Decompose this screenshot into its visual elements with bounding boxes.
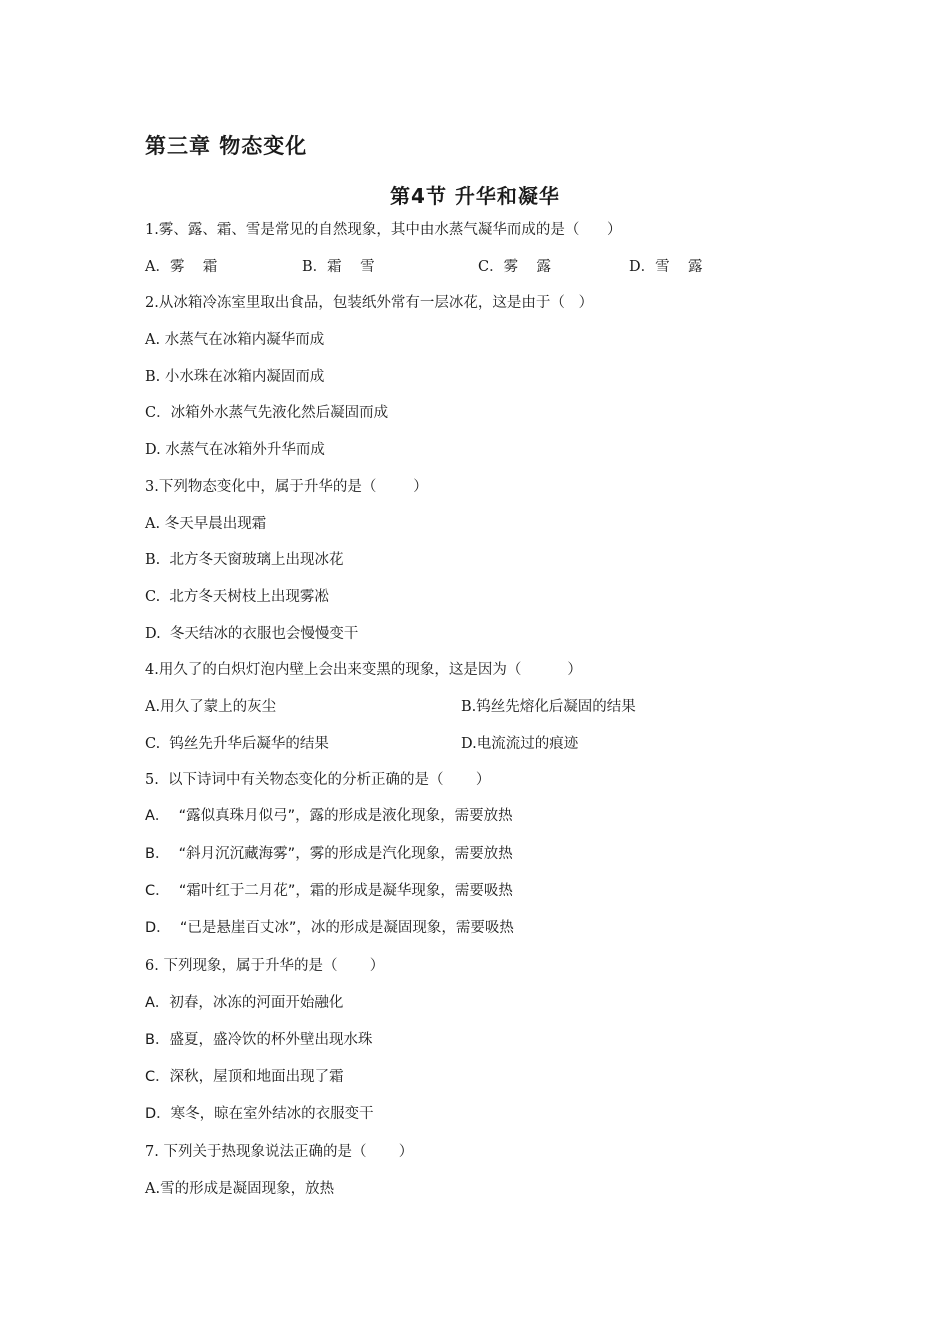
question-1-option-a: A．雾 霜 (145, 259, 218, 275)
question-6-option-d: D．寒冬，晾在室外结冰的衣服变干 (145, 1106, 374, 1122)
question-3-option-c: C. 北方冬天树枝上出现雾凇 (145, 589, 329, 605)
question-6-option-c: C．深秋，屋顶和地面出现了霜 (145, 1069, 344, 1085)
question-4-option-b: B.钨丝先熔化后凝固的结果 (461, 699, 636, 715)
chapter-title: 第三章 物态变化 (145, 134, 308, 158)
question-1-option-c: C．雾 露 (478, 259, 552, 275)
question-6-stem: 6. 下列现象，属于升华的是（ ） (145, 958, 385, 974)
question-3-option-b: B. 北方冬天窗玻璃上出现冰花 (145, 552, 344, 568)
question-5-stem: 5. 以下诗词中有关物态变化的分析正确的是（ ） (145, 772, 491, 788)
question-7-stem: 7. 下列关于热现象说法正确的是（ ） (145, 1144, 414, 1160)
question-1-stem: 1.雾、露、霜、雪是常见的自然现象，其中由水蒸气凝华而成的是（ ） (145, 222, 622, 238)
question-2-option-a: A. 水蒸气在冰箱内凝华而成 (145, 332, 325, 348)
question-4-option-d: D.电流流过的痕迹 (461, 736, 579, 752)
question-2-option-b: B. 小水珠在冰箱内凝固而成 (145, 369, 325, 385)
question-3-option-a: A. 冬天早晨出现霜 (145, 516, 267, 532)
question-5-option-a: A． “露似真珠月似弓”，露的形成是液化现象，需要放热 (145, 808, 513, 824)
question-2-option-c: C．冰箱外水蒸气先液化然后凝固而成 (145, 405, 389, 421)
question-4-stem: 4.用久了的白炽灯泡内壁上会出来变黑的现象，这是因为（ ） (145, 662, 582, 678)
section-title: 第4节 升华和凝华 (390, 184, 560, 208)
question-5-option-b: B． “斜月沉沉藏海雾”，雾的形成是汽化现象，需要放热 (145, 846, 513, 862)
question-6-option-b: B．盛夏，盛冷饮的杯外壁出现水珠 (145, 1032, 373, 1048)
question-3-option-d: D. 冬天结冰的衣服也会慢慢变干 (145, 626, 359, 642)
question-2-option-d: D. 水蒸气在冰箱外升华而成 (145, 442, 325, 458)
question-5-option-c: C． “霜叶红于二月花”，霜的形成是凝华现象，需要吸热 (145, 883, 513, 899)
question-2-stem: 2.从冰箱冷冻室里取出食品，包装纸外常有一层冰花，这是由于（ ） (145, 295, 594, 311)
question-5-option-d: D． “已是悬崖百丈冰”，冰的形成是凝固现象，需要吸热 (145, 920, 514, 936)
question-1-option-b: B．霜 雪 (302, 259, 375, 275)
question-6-option-a: A．初春，冰冻的河面开始融化 (145, 995, 344, 1011)
question-7-option-a: A.雪的形成是凝固现象，放热 (145, 1181, 335, 1197)
question-3-stem: 3.下列物态变化中，属于升华的是（ ） (145, 479, 428, 495)
question-4-option-a: A.用久了蒙上的灰尘 (145, 699, 277, 715)
question-1-option-d: D．雪 露 (629, 259, 703, 275)
question-4-option-c: C. 钨丝先升华后凝华的结果 (145, 736, 329, 752)
